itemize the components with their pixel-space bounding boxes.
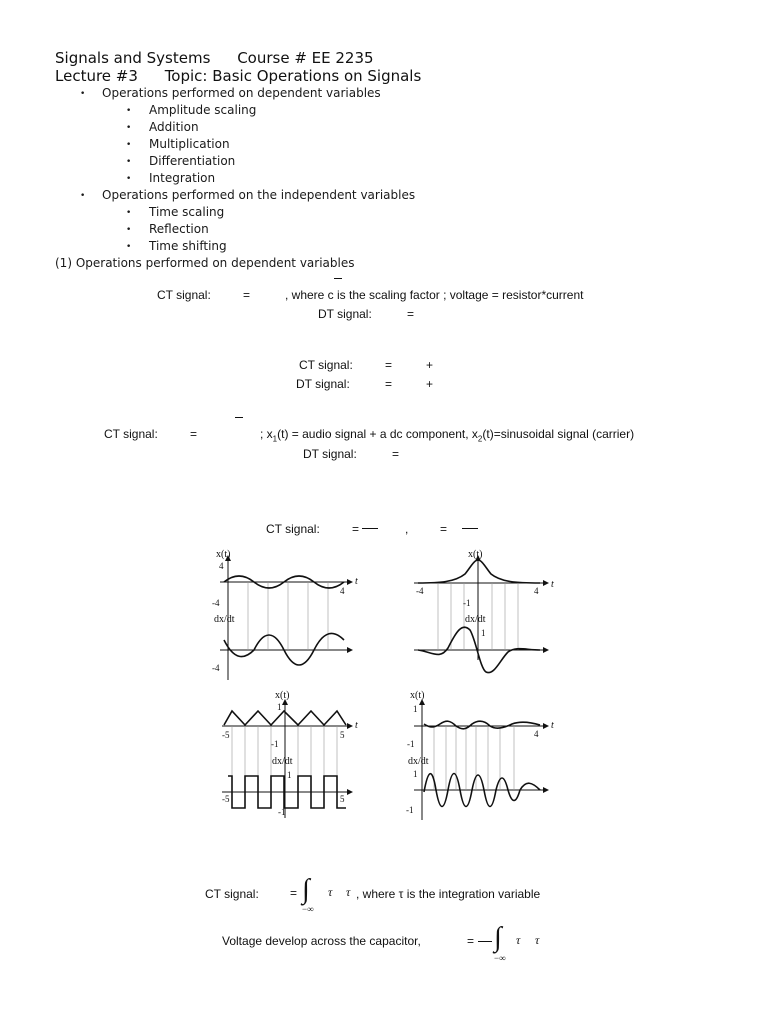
fraction-bar [462, 528, 478, 529]
bullet-icon: • [126, 174, 132, 184]
overbar-mark [334, 278, 342, 279]
integ-lower-limit: −∞ [302, 904, 314, 914]
course-number: Course # EE 2235 [237, 49, 374, 67]
lecture-line [55, 67, 421, 85]
lecture-number: Lecture #3 [55, 67, 138, 85]
diff-comma: , [405, 522, 409, 536]
plot3-bottom-xmax: 5 [340, 794, 345, 804]
overbar-mark [235, 417, 243, 418]
plot1-top-label: x(t) [216, 549, 231, 560]
outline-dep-item [126, 103, 256, 117]
bullet-icon: • [80, 89, 86, 99]
diff-ct-label: CT signal: [266, 522, 320, 536]
outline-dep-item [126, 171, 215, 185]
integ-note: , where τ is the integration variable [356, 887, 541, 901]
outline-indep-item [126, 205, 224, 219]
fraction-bar [478, 941, 492, 942]
plot2-axis-t: t [551, 579, 554, 590]
scaling-dt-eq: = [407, 307, 415, 321]
section-heading: (1) Operations performed on dependent variables [55, 256, 355, 270]
plot3-bottom-label: dx/dt [272, 756, 293, 767]
capacitor-tau2: τ [535, 933, 540, 947]
outline-indep-item [126, 222, 209, 236]
plot4-top-py: 1 [413, 704, 418, 714]
plot3-bottom-py: 1 [287, 770, 292, 780]
addition-dt-label: DT signal: [296, 377, 350, 391]
plot4-top-label: x(t) [410, 690, 425, 701]
bullet-icon: • [126, 208, 132, 218]
plot1-top-y: 4 [219, 561, 224, 571]
plot4-xmax: 4 [534, 729, 539, 739]
mult-ct-label: CT signal: [104, 427, 158, 441]
integ-ct-label: CT signal: [205, 887, 259, 901]
item-text: Amplitude scaling [149, 103, 257, 117]
plot3-bottom-xmin: -5 [222, 794, 230, 804]
plot1-bottom-label: dx/dt [214, 614, 235, 625]
plot4-top-ny: -1 [407, 739, 415, 749]
bullet-icon: • [80, 191, 86, 201]
outline-dep-item [126, 120, 199, 134]
outline-dep-item [126, 154, 235, 168]
bullet-icon: • [126, 225, 132, 235]
diff-eq1: = [352, 522, 360, 536]
plot1-bottom-ny: -4 [212, 663, 220, 673]
derivative-plots [0, 540, 768, 840]
mult-dt-eq: = [392, 447, 400, 461]
integral-sign-icon: ∫ [494, 922, 502, 953]
bullet-icon: • [126, 242, 132, 252]
plot3-bottom-ny: -1 [278, 807, 286, 817]
item-text: Time scaling [149, 205, 225, 219]
bullet-icon: • [126, 123, 132, 133]
course-title [55, 49, 374, 67]
plot-chirp [414, 700, 548, 820]
plot1-xmax: 4 [340, 586, 345, 596]
addition-ct-label: CT signal: [299, 358, 353, 372]
signal-curve [424, 721, 540, 729]
outline-indep-heading [80, 188, 415, 202]
plot3-axis-t: t [355, 720, 358, 731]
plot2-bottom-py: 1 [481, 628, 486, 638]
item-text: Differentiation [149, 154, 236, 168]
plot3-top-ny: -1 [271, 739, 279, 749]
integ-eq: = [290, 886, 298, 900]
title-text: Signals and Systems [55, 49, 211, 67]
mult-ct-eq: = [190, 427, 198, 441]
scaling-ct-eq: = [243, 288, 251, 302]
scaling-ct-note: , where c is the scaling factor ; voltage = resistor*current [285, 288, 584, 302]
capacitor-eq: = [467, 934, 475, 948]
item-text: Integration [149, 171, 216, 185]
plot2-top-ny: -1 [463, 598, 471, 608]
plot4-bottom-label: dx/dt [408, 756, 429, 767]
plot2-top-label: x(t) [468, 549, 483, 560]
addition-ct-eq: = [385, 358, 393, 372]
addition-ct-plus: + [426, 358, 434, 372]
integ-tau2: τ [346, 885, 351, 899]
plot3-top-label: x(t) [275, 690, 290, 701]
derivative-curve [224, 633, 344, 665]
addition-dt-plus: + [426, 377, 434, 391]
bullet-icon: • [126, 106, 132, 116]
item-text: Multiplication [149, 137, 230, 151]
plot4-bottom-py: 1 [413, 769, 418, 779]
plot3-xmin: -5 [222, 730, 230, 740]
outline-dep-item [126, 137, 230, 151]
plot1-axis-t: t [355, 576, 358, 587]
diff-eq2: = [440, 522, 448, 536]
dep-heading-text: Operations performed on dependent variables [102, 86, 381, 100]
subscript: 1 [272, 434, 278, 444]
plot3-xmax: 5 [340, 730, 345, 740]
mult-dt-label: DT signal: [303, 447, 357, 461]
fraction-bar [362, 528, 378, 529]
plot2-bottom-label: dx/dt [465, 614, 486, 625]
capacitor-lower-limit: −∞ [494, 953, 506, 963]
signal-curve [418, 560, 540, 583]
item-text: Time shifting [149, 239, 227, 253]
capacitor-tau1: τ [516, 933, 521, 947]
scaling-ct-label: CT signal: [157, 288, 211, 302]
bullet-icon: • [126, 157, 132, 167]
note-part: (t) = audio signal + a dc component, x [277, 427, 478, 441]
mult-ct-note [260, 427, 634, 443]
plot3-top-py: 1 [277, 702, 282, 712]
integ-tau1: τ [328, 885, 333, 899]
plot2-xmin: -4 [416, 586, 424, 596]
bullet-icon: • [126, 140, 132, 150]
capacitor-text: Voltage develop across the capacitor, [222, 934, 421, 948]
plot1-top-ny: -4 [212, 598, 220, 608]
plot2-xmax: 4 [534, 586, 539, 596]
note-part: (t)=sinusoidal signal (carrier) [482, 427, 635, 441]
item-text: Addition [149, 120, 199, 134]
note-part: ; x [260, 427, 273, 441]
plot4-axis-t: t [551, 720, 554, 731]
indep-heading-text: Operations performed on the independent variables [102, 188, 416, 202]
addition-dt-eq: = [385, 377, 393, 391]
subscript: 2 [477, 434, 483, 444]
outline-dep-heading [80, 86, 381, 100]
integral-sign-icon: ∫ [302, 874, 310, 905]
lecture-topic: Topic: Basic Operations on Signals [164, 67, 422, 85]
plot4-bottom-ny: -1 [406, 805, 414, 815]
scaling-dt-label: DT signal: [318, 307, 372, 321]
outline-indep-item [126, 239, 227, 253]
plot-cosine [220, 556, 352, 680]
item-text: Reflection [149, 222, 209, 236]
